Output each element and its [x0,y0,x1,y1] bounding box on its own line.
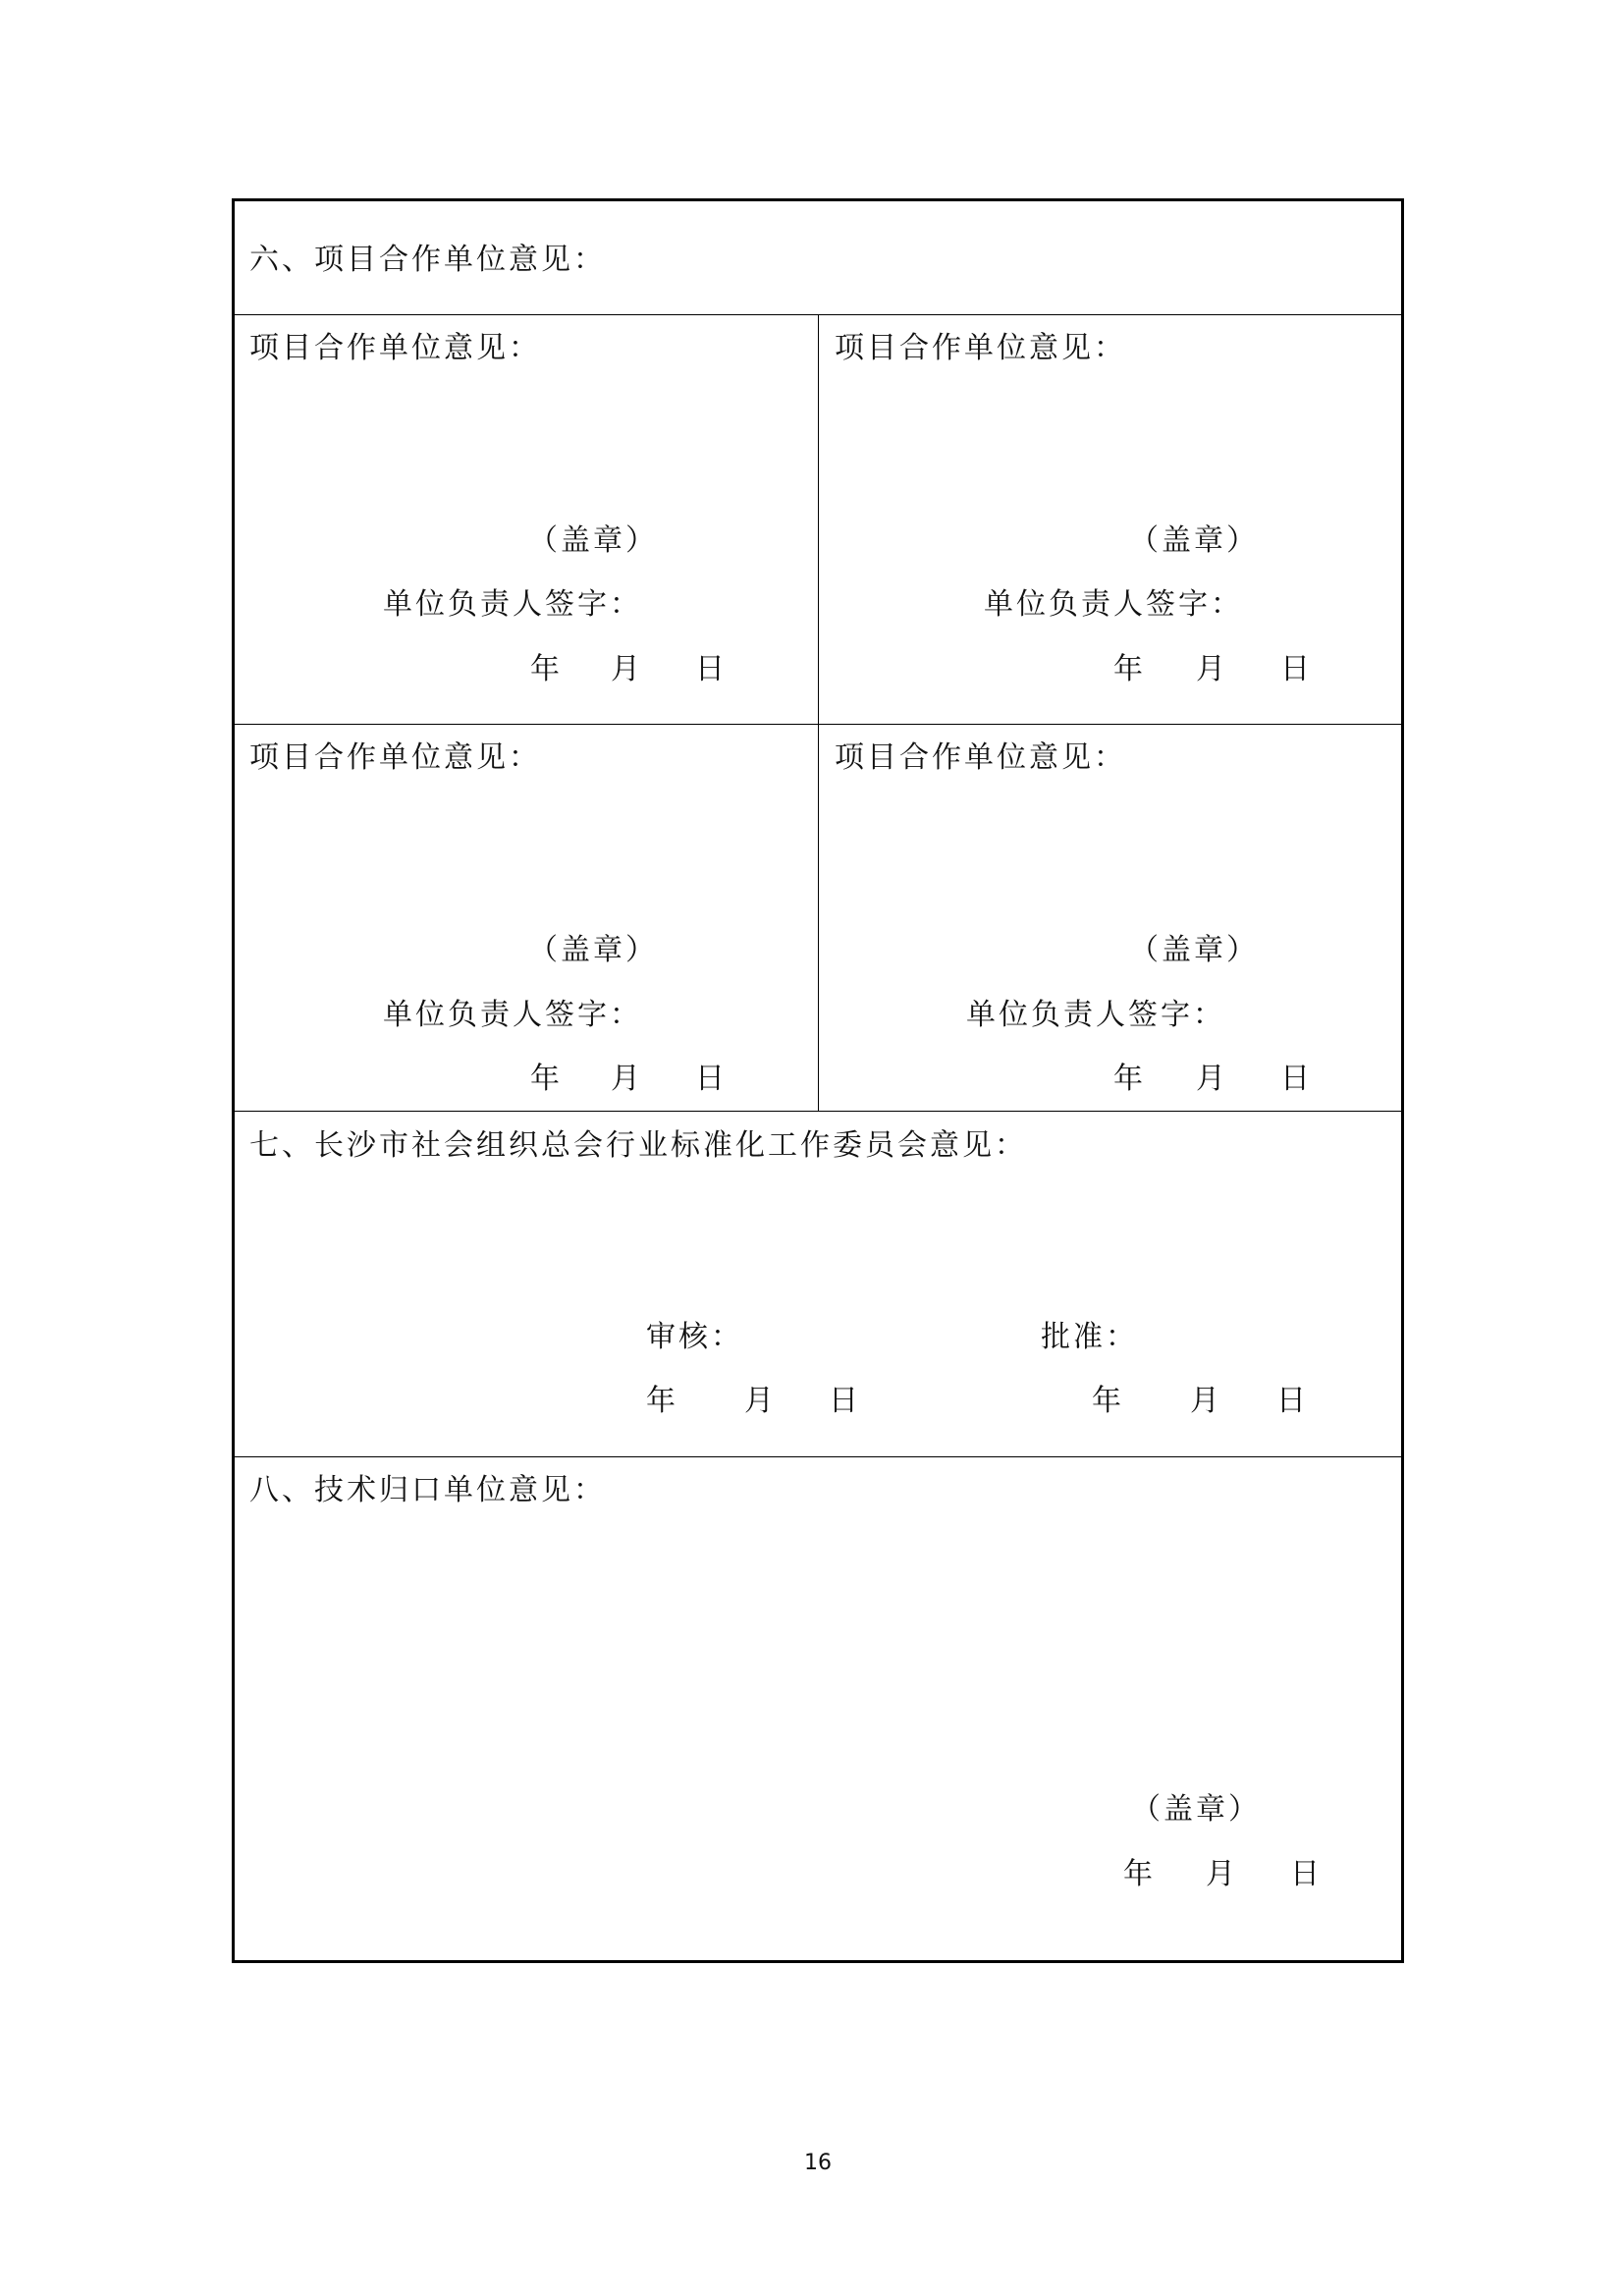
signer-label: 单位负责人签字： [383,587,642,622]
page-number: 16 [804,2151,832,2175]
approve-date-day: 日 [1276,1384,1309,1418]
review-label: 审核： [646,1320,743,1354]
date-day: 日 [1290,1857,1323,1891]
review-date-day: 日 [829,1384,861,1418]
review-date-month: 月 [744,1384,777,1418]
date-year: 年 [1113,1062,1146,1096]
row-divider-3 [234,1111,1402,1112]
signer-label: 单位负责人签字： [966,998,1225,1032]
approve-label: 批准： [1041,1320,1138,1354]
section8-heading: 八、技术归口单位意见： [249,1473,606,1507]
date-month: 月 [1206,1857,1238,1891]
signer-label: 单位负责人签字： [984,587,1243,622]
date-year: 年 [530,652,563,686]
date-month: 月 [1196,652,1228,686]
seal-label: （盖章） [1129,933,1259,967]
date-day: 日 [1280,1062,1313,1096]
seal-label: （盖章） [528,933,658,967]
date-year: 年 [1123,1857,1156,1891]
seal-label: （盖章） [528,523,658,558]
date-day: 日 [695,652,728,686]
date-month: 月 [611,652,643,686]
cell-title: 项目合作单位意见： [249,331,541,365]
approve-date-year: 年 [1092,1384,1124,1418]
date-day: 日 [1280,652,1313,686]
section6-heading: 六、项目合作单位意见： [249,243,606,277]
cell-title: 项目合作单位意见： [835,331,1126,365]
column-divider [818,314,819,1111]
cell-title: 项目合作单位意见： [835,740,1126,775]
cell-title: 项目合作单位意见： [249,740,541,775]
section7-heading: 七、长沙市社会组织总会行业标准化工作委员会意见： [249,1128,1027,1163]
approve-date-month: 月 [1190,1384,1222,1418]
signer-label: 单位负责人签字： [383,998,642,1032]
row-divider-4 [234,1456,1402,1457]
seal-label: （盖章） [1131,1792,1261,1827]
date-day: 日 [695,1062,728,1096]
seal-label: （盖章） [1129,523,1259,558]
date-month: 月 [611,1062,643,1096]
date-year: 年 [1113,652,1146,686]
review-date-year: 年 [646,1384,678,1418]
date-month: 月 [1196,1062,1228,1096]
date-year: 年 [530,1062,563,1096]
